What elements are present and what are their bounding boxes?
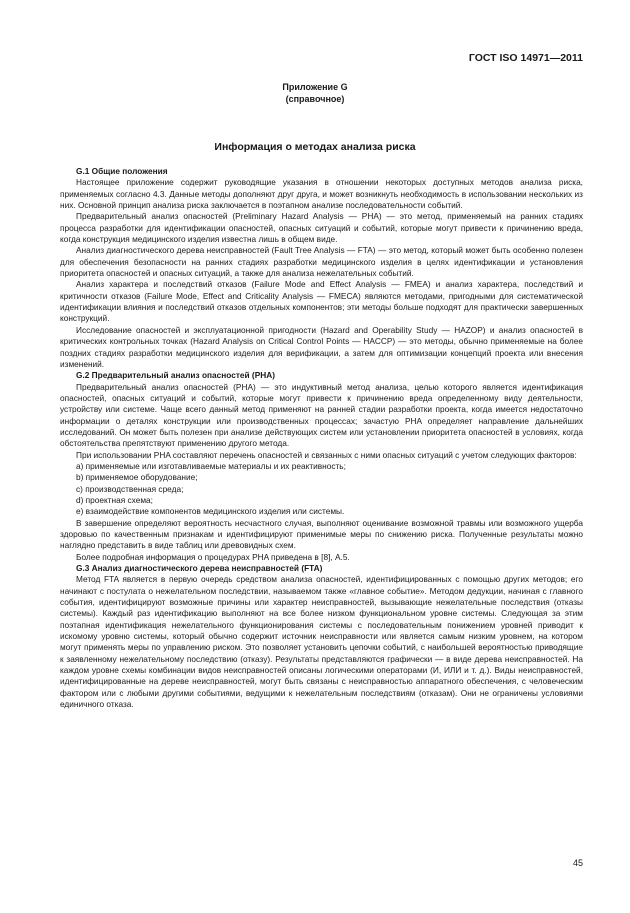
paragraph: Предварительный анализ опасностей (PHA) — это индуктивный метод анализа, целью которого является идентификация опасностей, опасных ситуаций и событий, которые могут привести к причинению вреда определенному виду деятельности, устройству или системе. Чаще всего данный метод применяют на ранней стадии разработки проекта, когда имеется недостаточно информации о деталях конструкции или производственных процессах; зачастую PHA определяет направление дальнейших исследований. Он может быть полезен при анализе действующих систем или установлении приоритета опасностей в условиях, когда обстоятельства препятствуют применению другого метода. xyxy=(60,381,583,449)
document-body xyxy=(60,166,583,711)
annex-label: Приложение G xyxy=(282,82,348,92)
list-item: c) производственная среда; xyxy=(76,483,184,494)
annex-title: Информация о методах анализа риска xyxy=(214,141,416,153)
section-heading-g3: G.3 Анализ диагностического дерева неисправностей (FTA) xyxy=(76,563,323,574)
list-item: d) проектная схема; xyxy=(76,494,153,505)
paragraph: Анализ характера и последствий отказов (Failure Mode and Effect Analysis — FMEA) и анализ характера, последствий и критичности отказов (Failure Mode, Effect and Criticality Analysis — FMECA) являются методами, пригодными для систематической идентификации влияния и последствий отказов отдельных компонентов; эти методы больше подходят для практически завершенных конструкций. xyxy=(60,279,583,324)
list-item: b) применяемое оборудование; xyxy=(76,472,198,483)
paragraph: Метод FTA является в первую очередь средством анализа опасностей, идентифицированных с помощью других методов; его начинают с постулата о нежелательном последствии, называемом также «главное событие». Методом дедукции, начиная с главного события, идентифицируют возможные причины или характер неисправностей, вызывающие нежелательные последствия (отказы системы). Каждый раз идентификацию выполняют на все более низком функциональном уровне системы. Следующая за этим поэтапная идентификация нежелательного функционирования системы с последовательным понижением уровней приводит к искомому уровню системы, который обычно содержит источник неисправности или является самым низким уровнем, на котором могут применять меры по управлению риском. Это позволяет установить цепочки событий, с наибольшей вероятностью приводящие к заявленному нежелательному последствию (отказу). Результаты представляются графически — в виде дерева неисправностей. На каждом уровне схемы комбинации видов неисправностей описаны логическими операторами (И, ИЛИ и т. д.). Виды неисправностей, идентифицированные на дереве неисправностей, могут быть связаны с неисправностью аппаратного обеспечения, с человеческим фактором или с любыми другими событиями, ведущими к нежелательным последствиям (отказам). Они не ограничены условиями единичного отказа. xyxy=(60,574,583,710)
paragraph: Предварительный анализ опасностей (Preliminary Hazard Analysis — PHA) — это метод, применяемый на ранних стадиях процесса разработки для идентификации опасностей, опасных ситуаций и событий, которые могут привести к причинению вреда, когда конструкция медицинского изделия известна лишь в общем виде. xyxy=(60,211,583,245)
annex-status: (справочное) xyxy=(285,94,345,104)
section-heading-g1: G.1 Общие положения xyxy=(76,166,168,176)
paragraph: Анализ диагностического дерева неисправностей (Fault Tree Analysis — FTA) — это метод, который может быть особенно полезен для обеспечения безопасности на ранних стадиях разработки медицинского изделия в целях идентификации и установления приоритета опасностей и опасных ситуаций, а также для анализа нежелательных событий. xyxy=(60,245,583,279)
annex-heading xyxy=(0,81,630,105)
section-heading-g2: G.2 Предварительный анализ опасностей (PHA) xyxy=(76,370,275,381)
factor-list xyxy=(60,461,583,518)
paragraph: Более подробная информация о процедурах PHA приведена в [8], А.5. xyxy=(76,551,350,562)
standard-number: ГОСТ ISO 14971—2011 xyxy=(468,52,583,64)
page-number: 45 xyxy=(572,858,583,868)
paragraph: В завершение определяют вероятность несчастного случая, выполняют оценивание возможной травмы или возможного ущерба здоровью по качественным признакам и идентифицируют применимые меры по снижению риска. Полученные результаты можно наглядно представить в виде таблиц или древовидных схем. xyxy=(60,517,583,551)
list-item: e) взаимодействие компонентов медицинского изделия или системы. xyxy=(76,506,345,517)
list-item: a) применяемые или изготавливаемые материалы и их реактивность; xyxy=(76,460,346,471)
paragraph: Исследование опасностей и эксплуатационной пригодности (Hazard and Operability Study — HAZOP) и анализ опасностей в критических контрольных точках (Hazard Analysis on Critical Control Points — HACCP) — это методы, обычно применяемые на более поздних стадиях разработки медицинского изделия для верификации, а затем для оптимизации концепций проекта или внесения изменений. xyxy=(60,324,583,369)
paragraph: Настоящее приложение содержит руководящие указания в отношении некоторых доступных методов анализа риска, применяемых согласно 4.3. Данные методы дополняют друг друга, и может возникнуть необходимость в использовании нескольких из них. Основной принцип анализа риска заключается в поэтапном анализе последовательности событий. xyxy=(60,177,583,211)
paragraph: При использовании PHA составляют перечень опасностей и связанных с ними опасных ситуаций с учетом следующих факторов: xyxy=(76,449,577,460)
